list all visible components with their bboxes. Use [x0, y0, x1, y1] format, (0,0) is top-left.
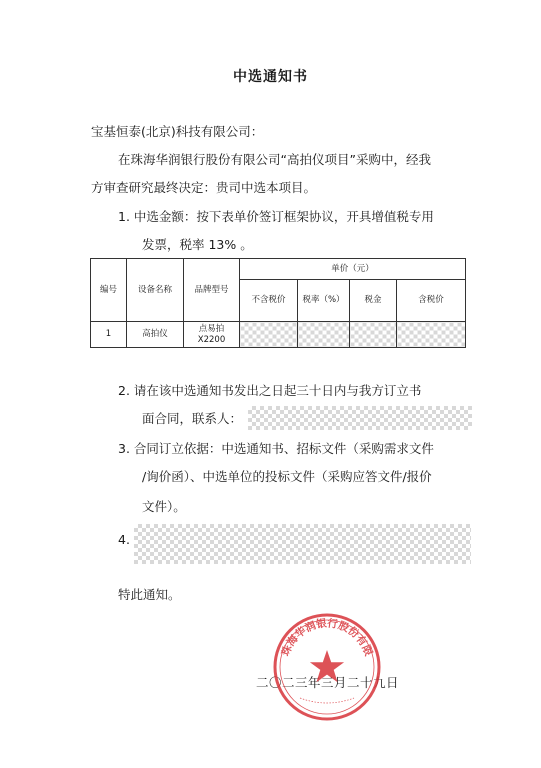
seal-star-icon: [310, 650, 344, 682]
item-2-line-2: 面合同，联系人：: [142, 411, 243, 426]
cell-no: 1: [91, 322, 127, 348]
price-table: [90, 258, 466, 348]
item-1-line-2: 发票，税率 13% 。: [142, 237, 253, 252]
intro-line-2: 方审查研究最终决定：贵司中选本项目。: [91, 180, 317, 195]
item-2-line-1: 2. 请在该中选通知书发出之日起三十日内与我方订立书: [118, 383, 422, 398]
item-3-line-2: /询价函）、中选单位的投标文件（采购应答文件/报价: [142, 469, 432, 484]
issue-date: 二〇二三年三月二十九日: [256, 675, 400, 690]
header-no: 编号: [91, 259, 127, 322]
header-brand-model: 品牌型号: [184, 259, 240, 322]
cell-model-line-2: X2200: [197, 334, 226, 345]
closing: 特此通知。: [118, 587, 181, 602]
header-device-name: 设备名称: [127, 259, 184, 322]
intro-line-1: 在珠海华润银行股份有限公司“高拍仪项目”采购中，经我: [118, 152, 431, 167]
item-3-line-3: 文件）。: [142, 499, 186, 514]
item-3-line-1: 3. 合同订立依据：中选通知书、招标文件（采购需求文件: [118, 441, 434, 456]
document-title: 中选通知书: [233, 69, 308, 85]
redacted-cell-excl-tax: [240, 322, 298, 348]
redacted-item-4: [134, 524, 471, 564]
redacted-cell-tax: [350, 322, 397, 348]
svg-text:珠海华润银行股份有限: 珠海华润银行股份有限: [279, 617, 375, 658]
header-tax-amount: 税金: [350, 280, 397, 322]
cell-model-line-1: 点易拍: [198, 323, 225, 334]
company-seal: [272, 612, 382, 722]
header-unit-price: 单价（元）: [240, 259, 466, 280]
header-tax-rate: 税率（%）: [298, 280, 350, 322]
header-price-incl-tax: 含税价: [397, 280, 466, 322]
redacted-cell-tax-rate: [298, 322, 350, 348]
salutation: 宝基恒泰(北京)科技有限公司：: [91, 124, 264, 139]
redacted-cell-incl-tax: [397, 322, 466, 348]
cell-device-name: 高拍仪: [127, 322, 184, 348]
redacted-contact: [248, 406, 472, 430]
item-4-label: 4.: [118, 532, 130, 547]
cell-brand-model: [184, 322, 240, 348]
item-1-line-1: 1. 中选金额：按下表单价签订框架协议，开具增值税专用: [118, 209, 434, 224]
table-row: [91, 322, 466, 348]
header-price-excl-tax: 不含税价: [240, 280, 298, 322]
